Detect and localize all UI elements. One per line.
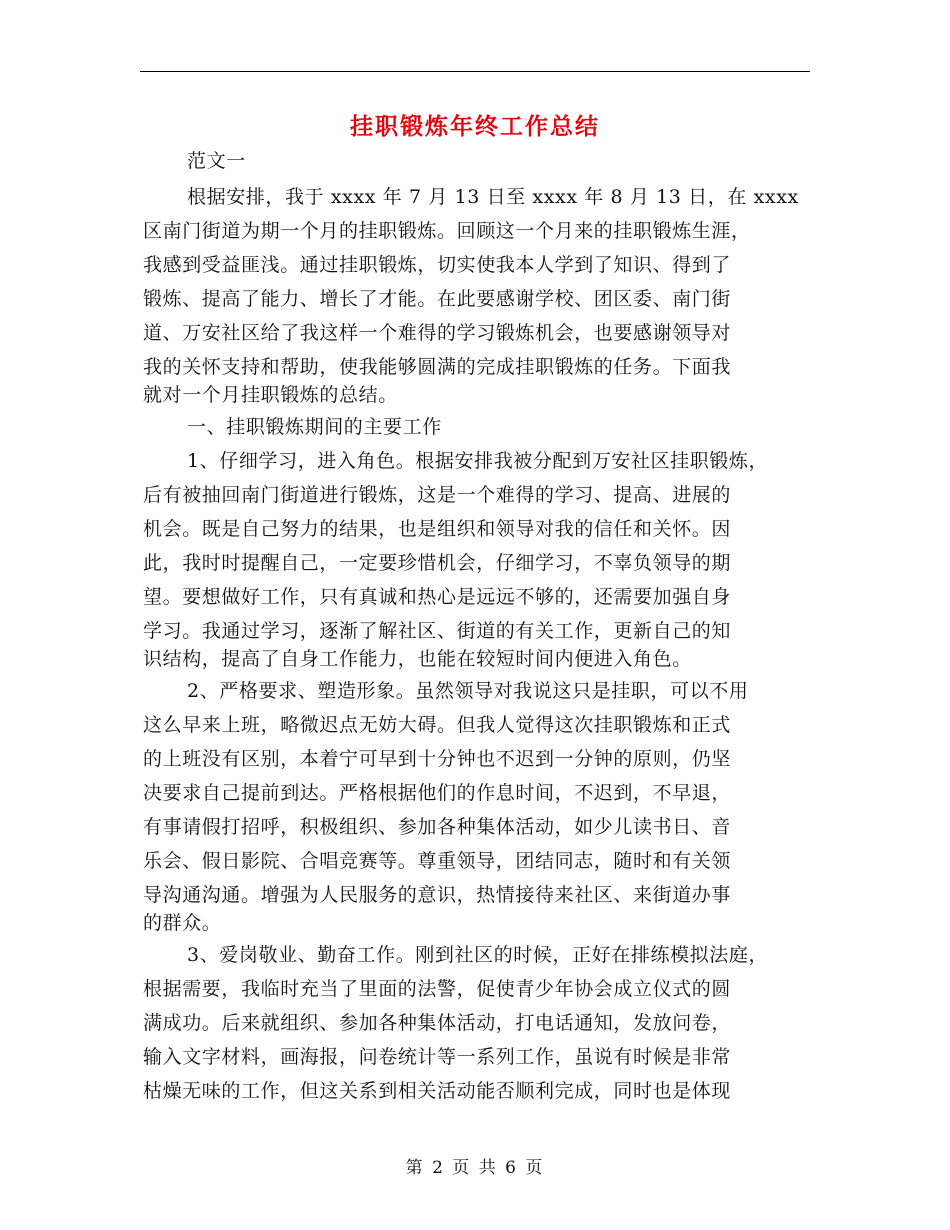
body-line: 这么早来上班，略微迟点无妨大碍。但我人觉得这次挂职锻炼和正式 xyxy=(143,714,732,736)
document-title: 挂职锻炼年终工作总结 xyxy=(350,113,600,140)
body-line: 导沟通沟通。增强为人民服务的意识，热情接待来社区、来街道办事 xyxy=(143,884,732,906)
body-line: 此，我时时提醒自己，一定要珍惜机会，仔细学习，不辜负领导的期 xyxy=(143,552,732,574)
body-line: 望。要想做好工作，只有真诚和热心是远远不够的，还需要加强自身 xyxy=(143,586,732,608)
body-line: 区南门街道为期一个月的挂职锻炼。回顾这一个月来的挂职锻炼生涯， xyxy=(143,220,751,242)
body-line: 我的关怀支持和帮助，使我能够圆满的完成挂职锻炼的任务。下面我 xyxy=(143,356,732,378)
body-line: 道、万安社区给了我这样一个难得的学习锻炼机会，也要感谢领导对 xyxy=(143,322,732,344)
body-line: 1、仔细学习，进入角色。根据安排我被分配到万安社区挂职锻炼， xyxy=(187,450,769,472)
body-line: 的上班没有区别，本着宁可早到十分钟也不迟到一分钟的原则，仍坚 xyxy=(143,748,732,770)
body-line: 决要求自己提前到达。严格根据他们的作息时间，不迟到，不早退， xyxy=(143,782,732,804)
body-line: 乐会、假日影院、合唱竞赛等。尊重领导，团结同志，随时和有关领 xyxy=(143,850,732,872)
header-rule xyxy=(140,71,810,72)
body-line: 枯燥无味的工作，但这关系到相关活动能否顺利完成，同时也是体现 xyxy=(143,1080,732,1102)
body-line: 满成功。后来就组织、参加各种集体活动，打电话通知，发放问卷， xyxy=(143,1012,732,1034)
body-line: 2、严格要求、塑造形象。虽然领导对我说这只是挂职，可以不用 xyxy=(187,680,749,702)
body-line: 输入文字材料，画海报，问卷统计等一系列工作，虽说有时候是非常 xyxy=(143,1046,732,1068)
body-line: 我感到受益匪浅。通过挂职锻炼，切实使我本人学到了知识、得到了 xyxy=(143,254,732,276)
section-heading: 一、挂职锻炼期间的主要工作 xyxy=(187,416,442,438)
body-line: 识结构，提高了自身工作能力，也能在较短时间内便进入角色。 xyxy=(143,648,692,670)
body-line: 学习。我通过学习，逐渐了解社区、街道的有关工作，更新自己的知 xyxy=(143,620,732,642)
page-number: 第 2 页 共 6 页 xyxy=(405,1158,545,1178)
body-line: 的群众。 xyxy=(143,912,222,934)
body-line: 根据安排，我于 xxxx 年 7 月 13 日至 xxxx 年 8 月 13 日，在 xxxx xyxy=(187,186,799,208)
body-line: 锻炼、提高了能力、增长了才能。在此要感谢学校、团区委、南门街 xyxy=(143,288,732,310)
body-line: 就对一个月挂职锻炼的总结。 xyxy=(143,384,398,406)
body-line: 根据需要，我临时充当了里面的法警，促使青少年协会成立仪式的圆 xyxy=(143,978,732,1000)
body-line: 机会。既是自己努力的结果，也是组织和领导对我的信任和关怀。因 xyxy=(143,518,732,540)
body-line: 3、爱岗敬业、勤奋工作。刚到社区的时候，正好在排练模拟法庭， xyxy=(187,944,769,966)
body-line: 后有被抽回南门街道进行锻炼，这是一个难得的学习、提高、进展的 xyxy=(143,484,732,506)
body-line: 范文一 xyxy=(187,150,246,172)
body-line: 有事请假打招呼，积极组织、参加各种集体活动，如少儿读书日、音 xyxy=(143,816,732,838)
